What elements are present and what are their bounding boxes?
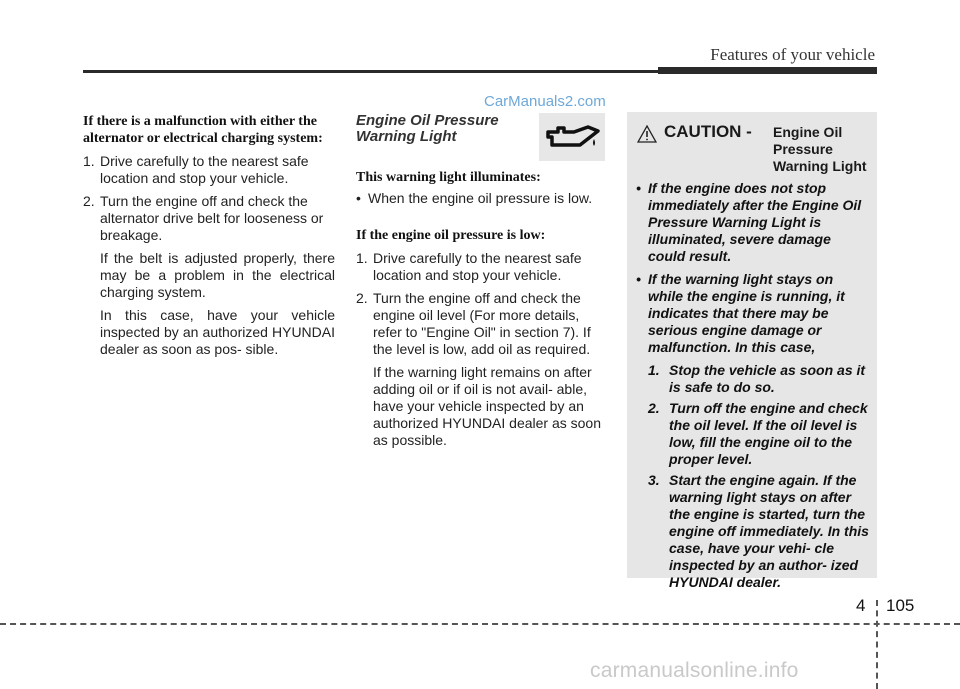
caution-subtitle: Engine Oil Pressure Warning Light (773, 124, 867, 174)
caution-step-1 (648, 362, 870, 396)
bullet-dot: • (636, 271, 641, 287)
step-number: 2. (356, 290, 368, 306)
illuminates-bullet (356, 190, 608, 207)
oil-step-2 (356, 290, 608, 358)
step-text: Drive carefully to the nearest safe location and stop your vehicle. (100, 153, 309, 186)
caution-bullet-text: If the warning light stays on while the engine is running, it indicates that there may be serious engine damage or malfunction. In this case, (648, 271, 845, 355)
step-number: 1. (648, 362, 660, 378)
bullet-dot: • (636, 180, 641, 196)
header-rule-accent (658, 67, 877, 74)
step-text: Turn off the engine and check the oil level. If the oil level is low, fill the engine oil to the proper level. (669, 400, 868, 467)
low-pressure-heading: If the engine oil pressure is low: (356, 228, 546, 243)
step-number: 2. (648, 400, 660, 416)
step-text: Turn the engine off and check the engine oil level (For more details, refer to "Engine Oil" in section 7). If the level is low, add oil as required. (373, 290, 591, 357)
caution-step-2 (648, 400, 870, 468)
column-alternator (83, 113, 335, 358)
alternator-step-1 (83, 153, 335, 187)
step-number: 2. (83, 193, 95, 209)
bullet-dot: • (356, 190, 361, 206)
caution-bullet-1 (636, 180, 870, 265)
illuminates-heading: This warning light illuminates: (356, 170, 541, 185)
chapter-number: 4 (856, 596, 866, 615)
alternator-note-1: If the belt is adjusted properly, there may be a problem in the electrical charging system. (100, 250, 335, 300)
caution-body (636, 180, 870, 595)
watermark-bottom[interactable]: carmanualsonline.info (590, 659, 799, 682)
step-text: Stop the vehicle as soon as it is safe to do so. (669, 362, 866, 395)
page-header-title: Features of your vehicle (710, 45, 875, 64)
oil-can-icon (544, 121, 600, 153)
step-number: 1. (83, 153, 95, 169)
watermark-top[interactable]: CarManuals2.com (484, 93, 606, 110)
caution-bullet-2 (636, 271, 870, 356)
section-title-oil-pressure: Engine Oil Pressure Warning Light (356, 112, 499, 145)
step-number: 3. (648, 472, 660, 488)
oil-pressure-symbol (539, 113, 605, 161)
footer-divider (876, 600, 878, 689)
footer-rule (0, 623, 960, 625)
alternator-heading: If there is a malfunction with either the alternator or electrical charging system: (83, 114, 323, 146)
step-text: Start the engine again. If the warning light stays on after the engine is started, turn the engine off immediately. In this case, have your vehi- cle inspected by an author- ized HYUNDAI dealer. (669, 472, 869, 590)
step-text: Turn the engine off and check the alternator drive belt for looseness or breakage. (100, 193, 324, 243)
oil-note: If the warning light remains on after adding oil or if oil is not avail- able, have your vehicle inspected by an authorized HYUNDAI dealer as soon as possible. (373, 364, 602, 448)
step-text: Drive carefully to the nearest safe location and stop your vehicle. (373, 250, 582, 283)
column-oil-pressure (356, 113, 608, 449)
caution-step-3 (648, 472, 870, 591)
caution-bullet-text: If the engine does not stop immediately after the Engine Oil Pressure Warning Light is illuminated, severe damage could result. (648, 180, 862, 264)
caution-label: CAUTION - (664, 122, 752, 141)
alternator-step-2 (83, 193, 335, 244)
bullet-text: When the engine oil pressure is low. (368, 190, 593, 206)
caution-box (627, 112, 877, 590)
warning-triangle-icon (637, 125, 657, 143)
page-number: 105 (886, 596, 915, 615)
oil-step-1 (356, 250, 608, 284)
step-number: 1. (356, 250, 368, 266)
alternator-note-2: In this case, have your vehicle inspected by an authorized HYUNDAI dealer as soon as pos- sible. (100, 307, 335, 357)
